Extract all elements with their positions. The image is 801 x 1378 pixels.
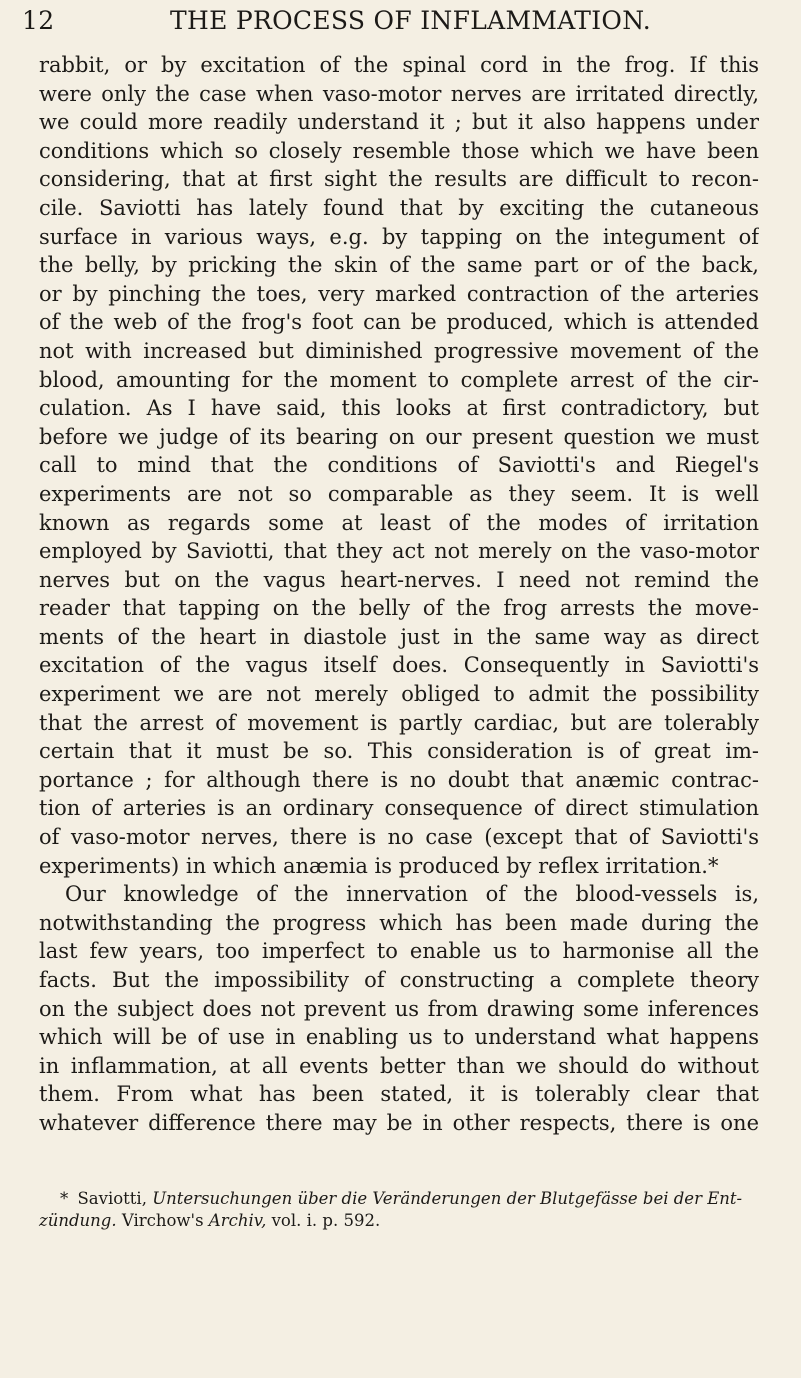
footnote	[39, 1188, 759, 1232]
running-title: THE PROCESS OF INFLAMMATION.	[170, 6, 652, 35]
text-line: certain that it must be so. This consideration is of great im-	[39, 739, 759, 764]
text-line: not with increased but diminished progressive movement of the	[39, 338, 759, 363]
text-line: on the subject does not prevent us from drawing some inferences	[39, 996, 759, 1021]
text-line: surface in various ways, e.g. by tapping on the integument of	[39, 224, 759, 249]
text-line: cile. Saviotti has lately found that by exciting the cutaneous	[39, 195, 759, 220]
footnote-journal: Archiv,	[208, 1211, 267, 1230]
text-line: before we judge of its bearing on our present question we must	[39, 424, 759, 449]
text-line: experiments are not so comparable as they seem. It is well	[39, 481, 759, 506]
text-line: tion of arteries is an ordinary consequence of direct stimulation	[39, 796, 759, 821]
text-line: rabbit, or by excitation of the spinal cord in the frog. If this	[39, 53, 759, 77]
footnote-author: Saviotti,	[77, 1189, 147, 1208]
footnote-title-cont: zündung.	[39, 1211, 117, 1230]
text-line: reader that tapping on the belly of the frog arrests the move-	[39, 596, 759, 621]
text-line: excitation of the vagus itself does. Consequently in Saviotti's	[39, 653, 759, 678]
text-line: of the web of the frog's foot can be produced, which is attended	[39, 310, 759, 335]
text-line: ments of the heart in diastole just in the same way as direct	[39, 624, 759, 649]
text-line: conditions which so closely resemble those which we have been	[39, 138, 759, 163]
running-head	[22, 6, 761, 40]
footnote-citation: vol. i. p. 592.	[271, 1211, 381, 1230]
footnote-source: Virchow's	[121, 1211, 204, 1230]
text-line: which will be of use in enabling us to understand what happens	[39, 1025, 759, 1050]
text-line: experiments) in which anæmia is produced by reflex irritation.*	[39, 853, 719, 878]
text-line: in inflammation, at all events better than we should do without	[39, 1053, 759, 1078]
text-line: whatever difference there may be in other respects, there is one	[39, 1110, 759, 1135]
text-line: them. From what has been stated, it is tolerably clear that	[39, 1082, 759, 1107]
text-line: of vaso-motor nerves, there is no case (except that of Saviotti's	[39, 825, 759, 850]
footnote-line	[39, 1188, 759, 1210]
text-line: employed by Saviotti, that they act not merely on the vaso-motor	[39, 539, 759, 564]
text-line: portance ; for although there is no doubt that anæmic contrac-	[39, 767, 759, 792]
footnote-title: Untersuchungen über die Veränderungen der Blutgefässe bei der Ent-	[152, 1189, 743, 1208]
text-line: Our knowledge of the innervation of the blood-vessels is,	[65, 882, 759, 907]
text-line: or by pinching the toes, very marked contraction of the arteries	[39, 281, 759, 306]
text-line: we could more readily understand it ; but it also happens under	[39, 110, 759, 135]
text-line: that the arrest of movement is partly cardiac, but are tolerably	[39, 710, 759, 735]
text-line: experiment we are not merely obliged to admit the possibility	[39, 682, 759, 707]
text-line: the belly, by pricking the skin of the same part or of the back,	[39, 253, 759, 278]
body-text	[39, 51, 759, 1138]
text-line: culation. As I have said, this looks at first contradictory, but	[39, 396, 759, 421]
text-line: call to mind that the conditions of Saviotti's and Riegel's	[39, 453, 759, 478]
text-line: nerves but on the vagus heart-nerves. I need not remind the	[39, 567, 759, 592]
text-line: notwithstanding the progress which has been made during the	[39, 910, 759, 935]
page-number: 12	[22, 6, 55, 35]
text-line: blood, amounting for the moment to complete arrest of the cir-	[39, 367, 759, 392]
footnote-line	[39, 1210, 759, 1232]
text-line: last few years, too imperfect to enable us to harmonise all the	[39, 939, 759, 964]
footnote-marker: *	[60, 1189, 69, 1208]
text-line: known as regards some at least of the modes of irritation	[39, 510, 759, 535]
text-line: considering, that at first sight the results are difficult to recon-	[39, 167, 759, 192]
text-line: were only the case when vaso-motor nerves are irritated directly,	[39, 81, 759, 106]
text-line: facts. But the impossibility of constructing a complete theory	[39, 968, 759, 992]
